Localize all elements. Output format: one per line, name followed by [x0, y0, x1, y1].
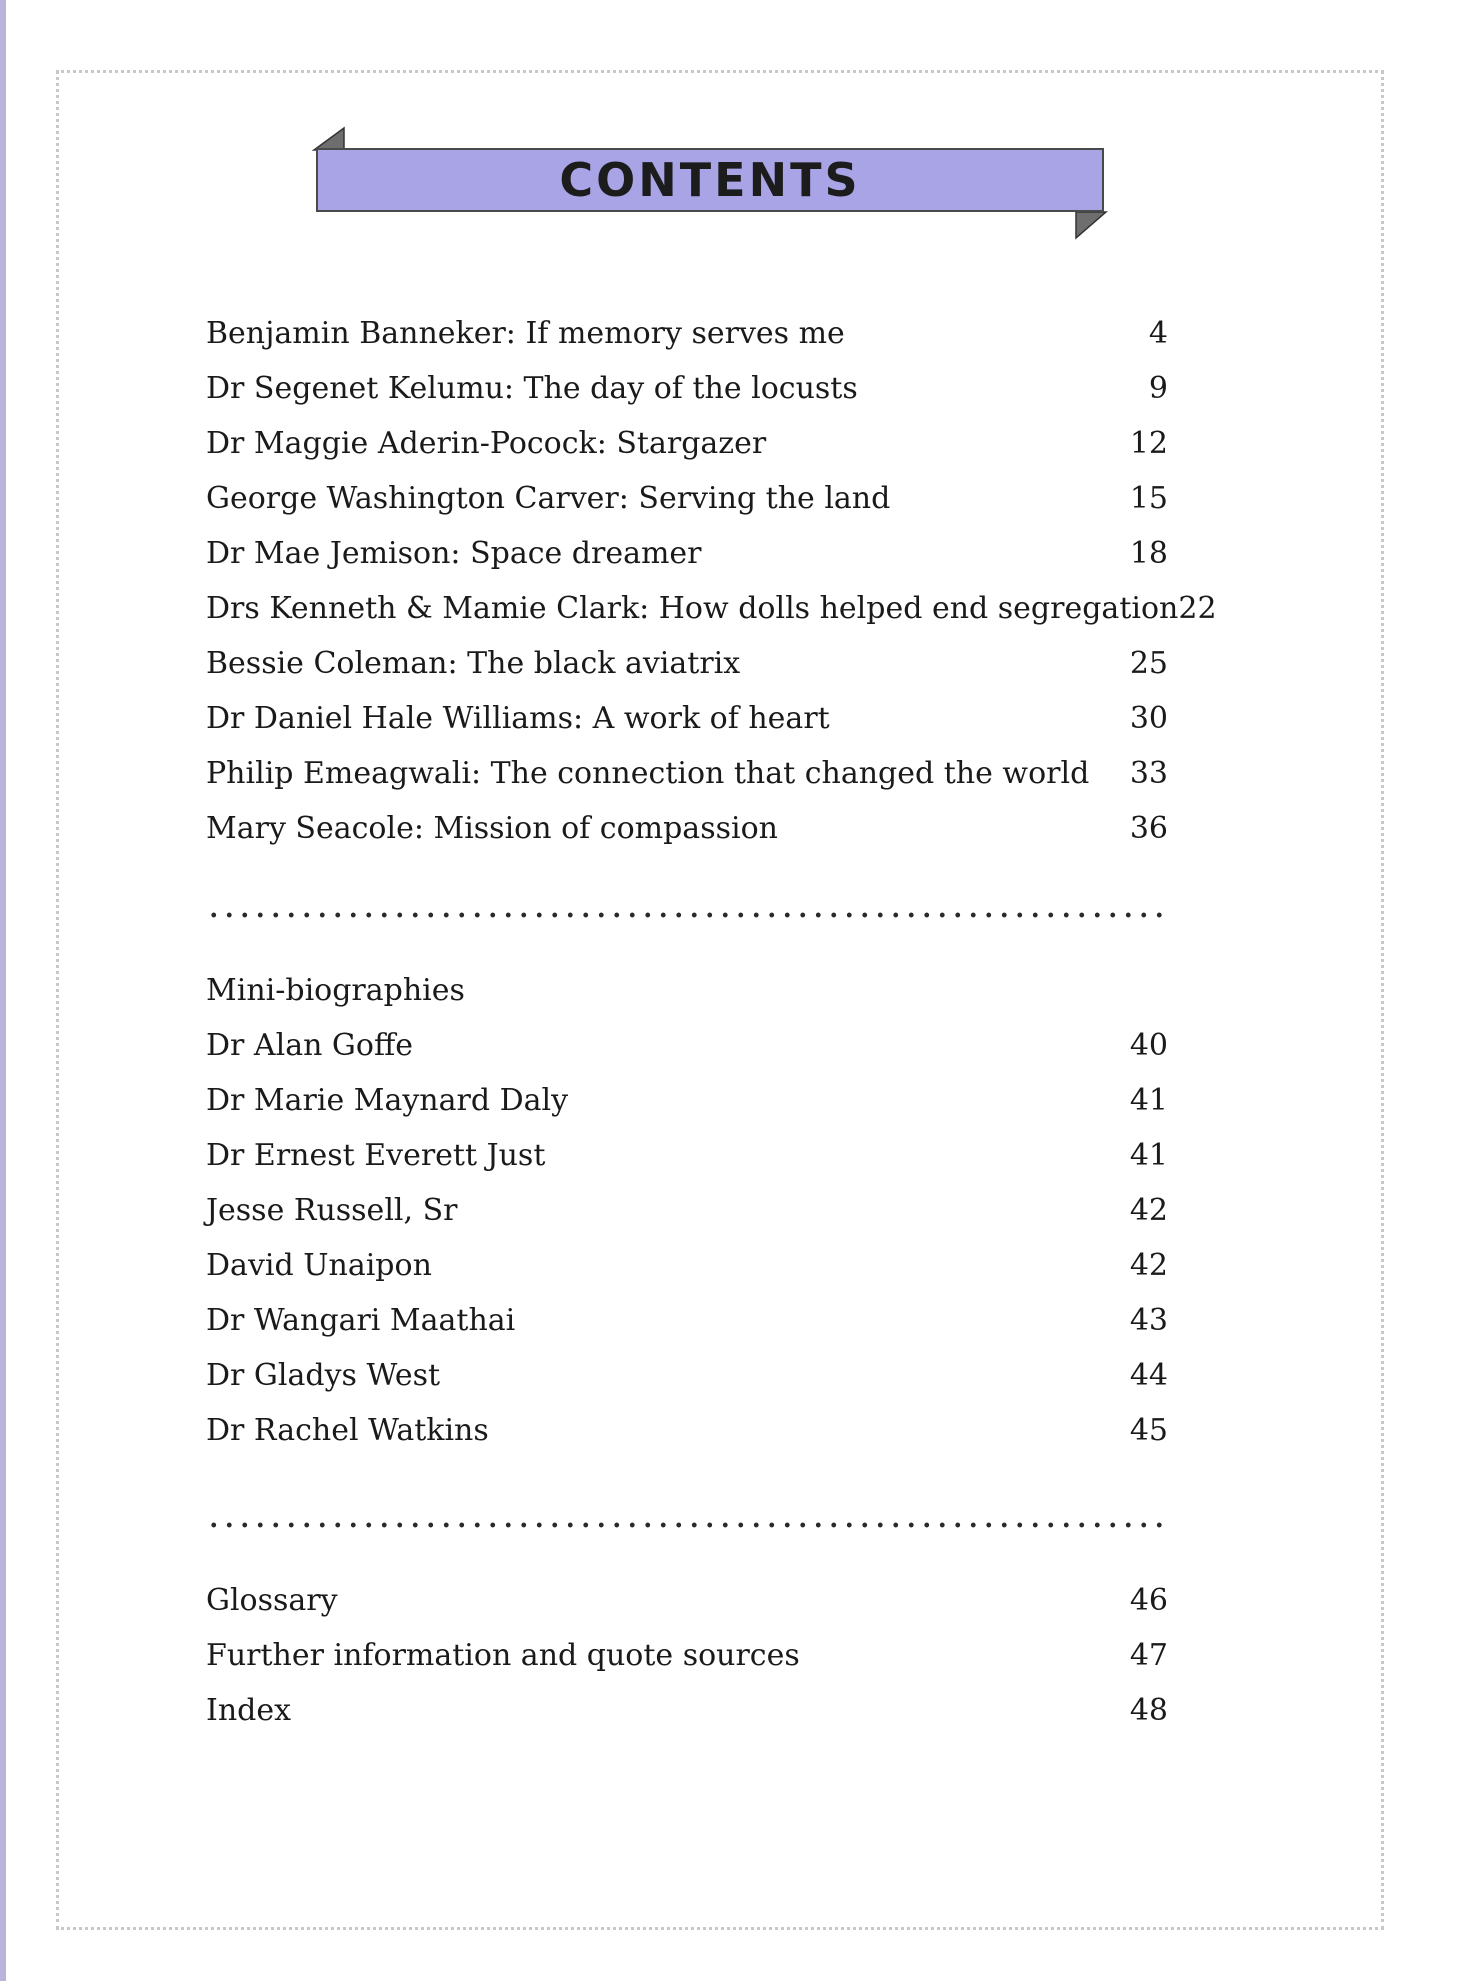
section-heading [206, 973, 1168, 1028]
toc-page-number: 41 [1129, 1083, 1168, 1118]
toc-entry-title: Index [206, 1693, 292, 1728]
back-matter-list [206, 1583, 1168, 1748]
toc-entry-title: Mary Seacole: Mission of compassion [206, 811, 778, 846]
toc-entry-title: Glossary [206, 1583, 338, 1618]
toc-row[interactable] [206, 1248, 1168, 1303]
toc-entry-title: Dr Segenet Kelumu: The day of the locusts [206, 371, 858, 406]
toc-page-number: 40 [1129, 1028, 1168, 1063]
toc-page-number: 15 [1129, 481, 1168, 516]
toc-entry-title: David Unaipon [206, 1248, 432, 1283]
toc-page-number: 43 [1129, 1303, 1168, 1338]
toc-row[interactable] [206, 1413, 1168, 1468]
toc-row[interactable] [206, 426, 1168, 481]
toc-page-number: 18 [1129, 536, 1168, 571]
mini-biographies-list [206, 973, 1168, 1468]
toc-page-number: 36 [1129, 811, 1168, 846]
toc-entry-title: Philip Emeagwali: The connection that changed the world [206, 756, 1090, 791]
toc-page-number: 4 [1148, 316, 1168, 351]
toc-row[interactable] [206, 756, 1168, 811]
toc-page-number: 30 [1129, 701, 1168, 736]
toc-row[interactable] [206, 316, 1168, 371]
toc-entry-title: Drs Kenneth & Mamie Clark: How dolls helped end segregation [206, 591, 1179, 626]
toc-page-number: 41 [1129, 1138, 1168, 1173]
toc-page-number: 33 [1129, 756, 1168, 791]
toc-row[interactable] [206, 1638, 1168, 1693]
toc-row[interactable] [206, 371, 1168, 426]
toc-row[interactable] [206, 1083, 1168, 1138]
toc-page-number: 45 [1129, 1413, 1168, 1448]
toc-row[interactable] [206, 1303, 1168, 1358]
dotted-divider [206, 1522, 1168, 1528]
toc-entry-title: Dr Rachel Watkins [206, 1413, 489, 1448]
toc-page-number: 9 [1148, 371, 1168, 406]
toc-row[interactable] [206, 1193, 1168, 1248]
toc-entry-title: Dr Marie Maynard Daly [206, 1083, 569, 1118]
toc-entry-title: George Washington Carver: Serving the land [206, 481, 891, 516]
toc-entry-title: Dr Ernest Everett Just [206, 1138, 546, 1173]
toc-page-number: 25 [1129, 646, 1168, 681]
toc-entry-title: Jesse Russell, Sr [206, 1193, 458, 1228]
toc-entry-title: Dr Mae Jemison: Space dreamer [206, 536, 702, 571]
contents-banner [312, 124, 1112, 242]
toc-row[interactable] [206, 1358, 1168, 1413]
toc-entry-title: Dr Alan Goffe [206, 1028, 414, 1063]
toc-row[interactable] [206, 701, 1168, 756]
toc-entry-title: Benjamin Banneker: If memory serves me [206, 316, 845, 351]
toc-page-number: 12 [1129, 426, 1168, 461]
toc-page-number: 42 [1129, 1193, 1168, 1228]
toc-entry-title: Dr Daniel Hale Williams: A work of heart [206, 701, 830, 736]
banner-band [316, 148, 1104, 212]
toc-page-number: 22 [1178, 591, 1217, 626]
toc-row[interactable] [206, 591, 1217, 646]
toc-entry-title: Dr Maggie Aderin-Pocock: Stargazer [206, 426, 767, 461]
toc-entry-title: Further information and quote sources [206, 1638, 800, 1673]
mini-biographies-heading: Mini-biographies [206, 973, 465, 1008]
toc-entry-title: Dr Gladys West [206, 1358, 441, 1393]
toc-row[interactable] [206, 481, 1168, 536]
page-title: CONTENTS [559, 153, 861, 207]
toc-entry-title: Bessie Coleman: The black aviatrix [206, 646, 741, 681]
dotted-divider [206, 912, 1168, 918]
toc-row[interactable] [206, 1138, 1168, 1193]
toc-page-number: 42 [1129, 1248, 1168, 1283]
page-edge-strip [0, 0, 6, 1981]
toc-row[interactable] [206, 536, 1168, 591]
toc-row[interactable] [206, 1693, 1168, 1748]
toc-row[interactable] [206, 1583, 1168, 1638]
toc-row[interactable] [206, 646, 1168, 701]
toc-entry-title: Dr Wangari Maathai [206, 1303, 516, 1338]
toc-row[interactable] [206, 811, 1168, 866]
toc-page-number: 44 [1129, 1358, 1168, 1393]
toc-row[interactable] [206, 1028, 1168, 1083]
toc-page-number: 47 [1129, 1638, 1168, 1673]
toc-page-number: 48 [1129, 1693, 1168, 1728]
toc-page-number: 46 [1129, 1583, 1168, 1618]
stories-list [206, 316, 1217, 866]
